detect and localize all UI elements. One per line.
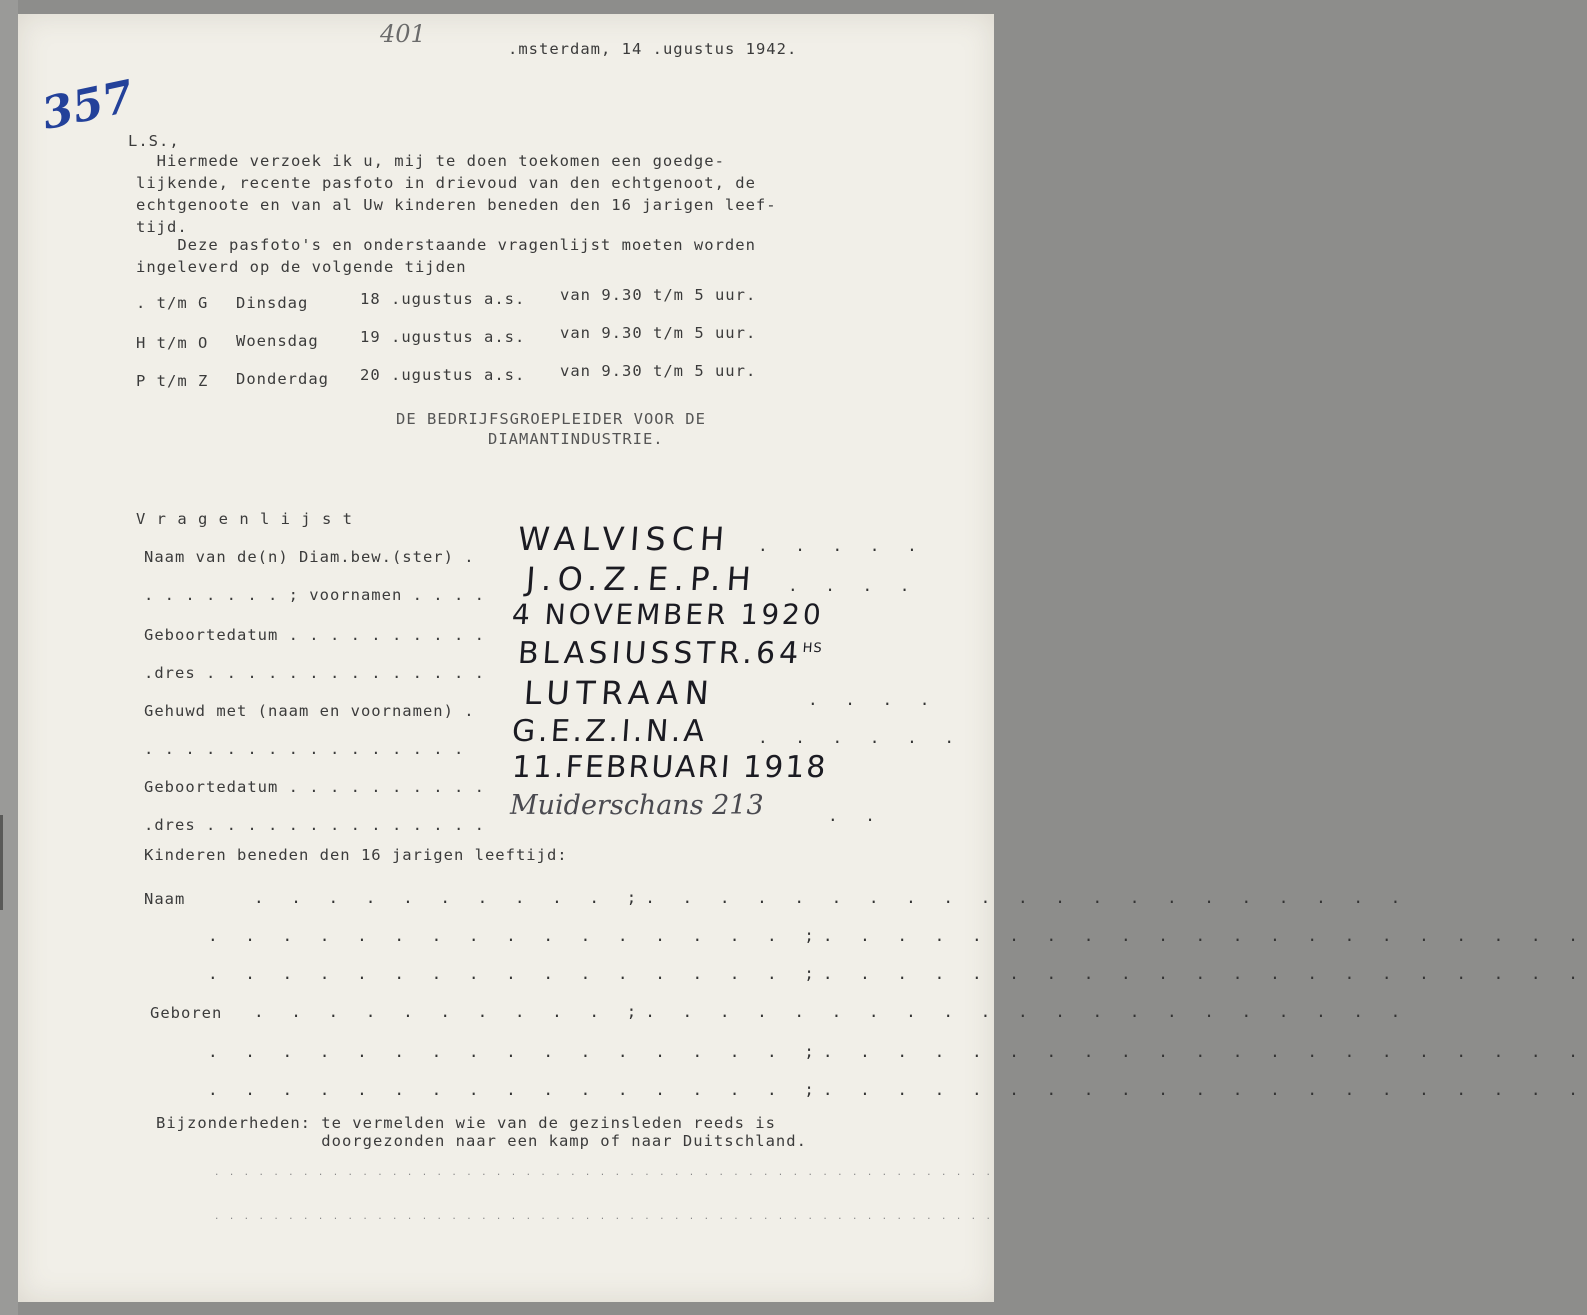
signature-line: DE BEDRIJFSGROEPLEIDER VOOR DE [396, 410, 706, 428]
schedule-letters: P t/m Z [136, 372, 209, 390]
children-row-dots: . . . . . . . . . . ;. . . . . . . . . . . . . . . . . . . . . [254, 888, 1410, 907]
handwritten-first-names: J.O.Z.E.P.H [524, 560, 759, 598]
schedule-date: 20 .ugustus a.s. [360, 366, 526, 384]
body-line: lijkende, recente pasfoto in drievoud van den echtgenoot, de [136, 174, 756, 192]
place-date: .msterdam, 14 .ugustus 1942. [508, 40, 798, 58]
field-trailing-dots: . . . . [808, 690, 939, 709]
field-trailing-dots: . . [828, 806, 884, 825]
handwritten-spouse-first-names: G.E.Z.I.N.A [510, 714, 709, 749]
signature-line: DIAMANTINDUSTRIE. [488, 430, 664, 448]
field-label: . . . . . . . . . . . . . . . . [144, 740, 465, 758]
remarks-dotted-line: . . . . . . . . . . . . . . . . . . . . . . . . . . . . . . . . . . . . . . . . . . . . . . . . . . . . . [214, 1212, 993, 1222]
instruction-line: ingeleverd op de volgende tijden [136, 258, 467, 276]
schedule-day: Dinsdag [236, 294, 309, 312]
schedule-date: 19 .ugustus a.s. [360, 328, 526, 346]
schedule-letters: . t/m G [136, 294, 209, 312]
schedule-day: Donderdag [236, 370, 329, 388]
remarks-line: doorgezonden naar een kamp of naar Duitschland. [156, 1132, 807, 1150]
instruction-line: Deze pasfoto's en onderstaande vragenlijst moeten worden [136, 236, 756, 254]
children-row-dots: . . . . . . . . . . ;. . . . . . . . . . . . . . . . . . . . . [254, 1002, 1410, 1021]
field-label: Naam van de(n) Diam.bew.(ster) . [144, 548, 475, 566]
pencil-archive-number: 401 [380, 20, 426, 48]
schedule-date: 18 .ugustus a.s. [360, 290, 526, 308]
handwritten-spouse-birthdate: 11.FEBRUARI 1918 [510, 750, 829, 785]
children-row-dots: . . . . . . . . . . . . . . . . ;. . . . . . . . . . . . . . . . . . . . . [208, 926, 1587, 945]
handwritten-address-suffix: HS [802, 641, 824, 656]
children-row-label: Naam [144, 890, 186, 908]
children-header: Kinderen beneden den 16 jarigen leeftijd: [144, 846, 568, 864]
field-label: Geboortedatum . . . . . . . . . . [144, 778, 485, 796]
field-trailing-dots: . . . . [788, 576, 919, 595]
document-sheet [18, 14, 1587, 1302]
remarks-line: Bijzonderheden: te vermelden wie van de gezinsleden reeds is [156, 1114, 776, 1132]
body-line: Hiermede verzoek ik u, mij te doen toekomen een goedge- [136, 152, 725, 170]
children-row-dots: . . . . . . . . . . . . . . . . ;. . . . . . . . . . . . . . . . . . . . . [208, 964, 1587, 983]
remarks-dotted-line: . . . . . . . . . . . . . . . . . . . . . . . . . . . . . . . . . . . . . . . . . . . . . . . . . . . . . [214, 1168, 993, 1178]
handwritten-address-value: BLASIUSSTR.64 [516, 636, 804, 671]
schedule-letters: H t/m O [136, 334, 209, 352]
children-row-dots: . . . . . . . . . . . . . . . . ;. . . . . . . . . . . . . . . . . . . . . [208, 1080, 1587, 1099]
handwritten-spouse-surname: LUTRAAN [522, 674, 717, 712]
handwritten-surname: WALVISCH [516, 520, 732, 558]
schedule-time: van 9.30 t/m 5 uur. [560, 324, 757, 342]
body-line: tijd. [136, 218, 188, 236]
field-trailing-dots: . . . . . . [758, 728, 963, 747]
field-label: . . . . . . . ; voornamen . . . . [144, 586, 485, 604]
scan-edge-mark [0, 815, 3, 910]
handwritten-address [517, 636, 824, 671]
salutation: L.S., [128, 132, 180, 150]
field-label: .dres . . . . . . . . . . . . . . [144, 664, 485, 682]
field-label: Geboortedatum . . . . . . . . . . [144, 626, 485, 644]
children-row-label: Geboren [150, 1004, 223, 1022]
field-label: .dres . . . . . . . . . . . . . . [144, 816, 485, 834]
form-title: V r a g e n l i j s t [136, 510, 353, 528]
children-row-dots: . . . . . . . . . . . . . . . . ;. . . . . . . . . . . . . . . . . . . . . [208, 1042, 1587, 1061]
field-trailing-dots: . . . . . [758, 536, 926, 555]
schedule-time: van 9.30 t/m 5 uur. [560, 286, 757, 304]
schedule-day: Woensdag [236, 332, 319, 350]
handwritten-spouse-address: Muiderschans 213 [510, 790, 764, 821]
field-label: Gehuwd met (naam en voornamen) . [144, 702, 475, 720]
scan-left-edge [0, 0, 18, 1315]
blue-handwritten-number: 357 [37, 71, 139, 140]
body-line: echtgenoote en van al Uw kinderen beneden den 16 jarigen leef- [136, 196, 777, 214]
schedule-time: van 9.30 t/m 5 uur. [560, 362, 757, 380]
handwritten-birthdate: 4 NOVEMBER 1920 [510, 598, 825, 631]
